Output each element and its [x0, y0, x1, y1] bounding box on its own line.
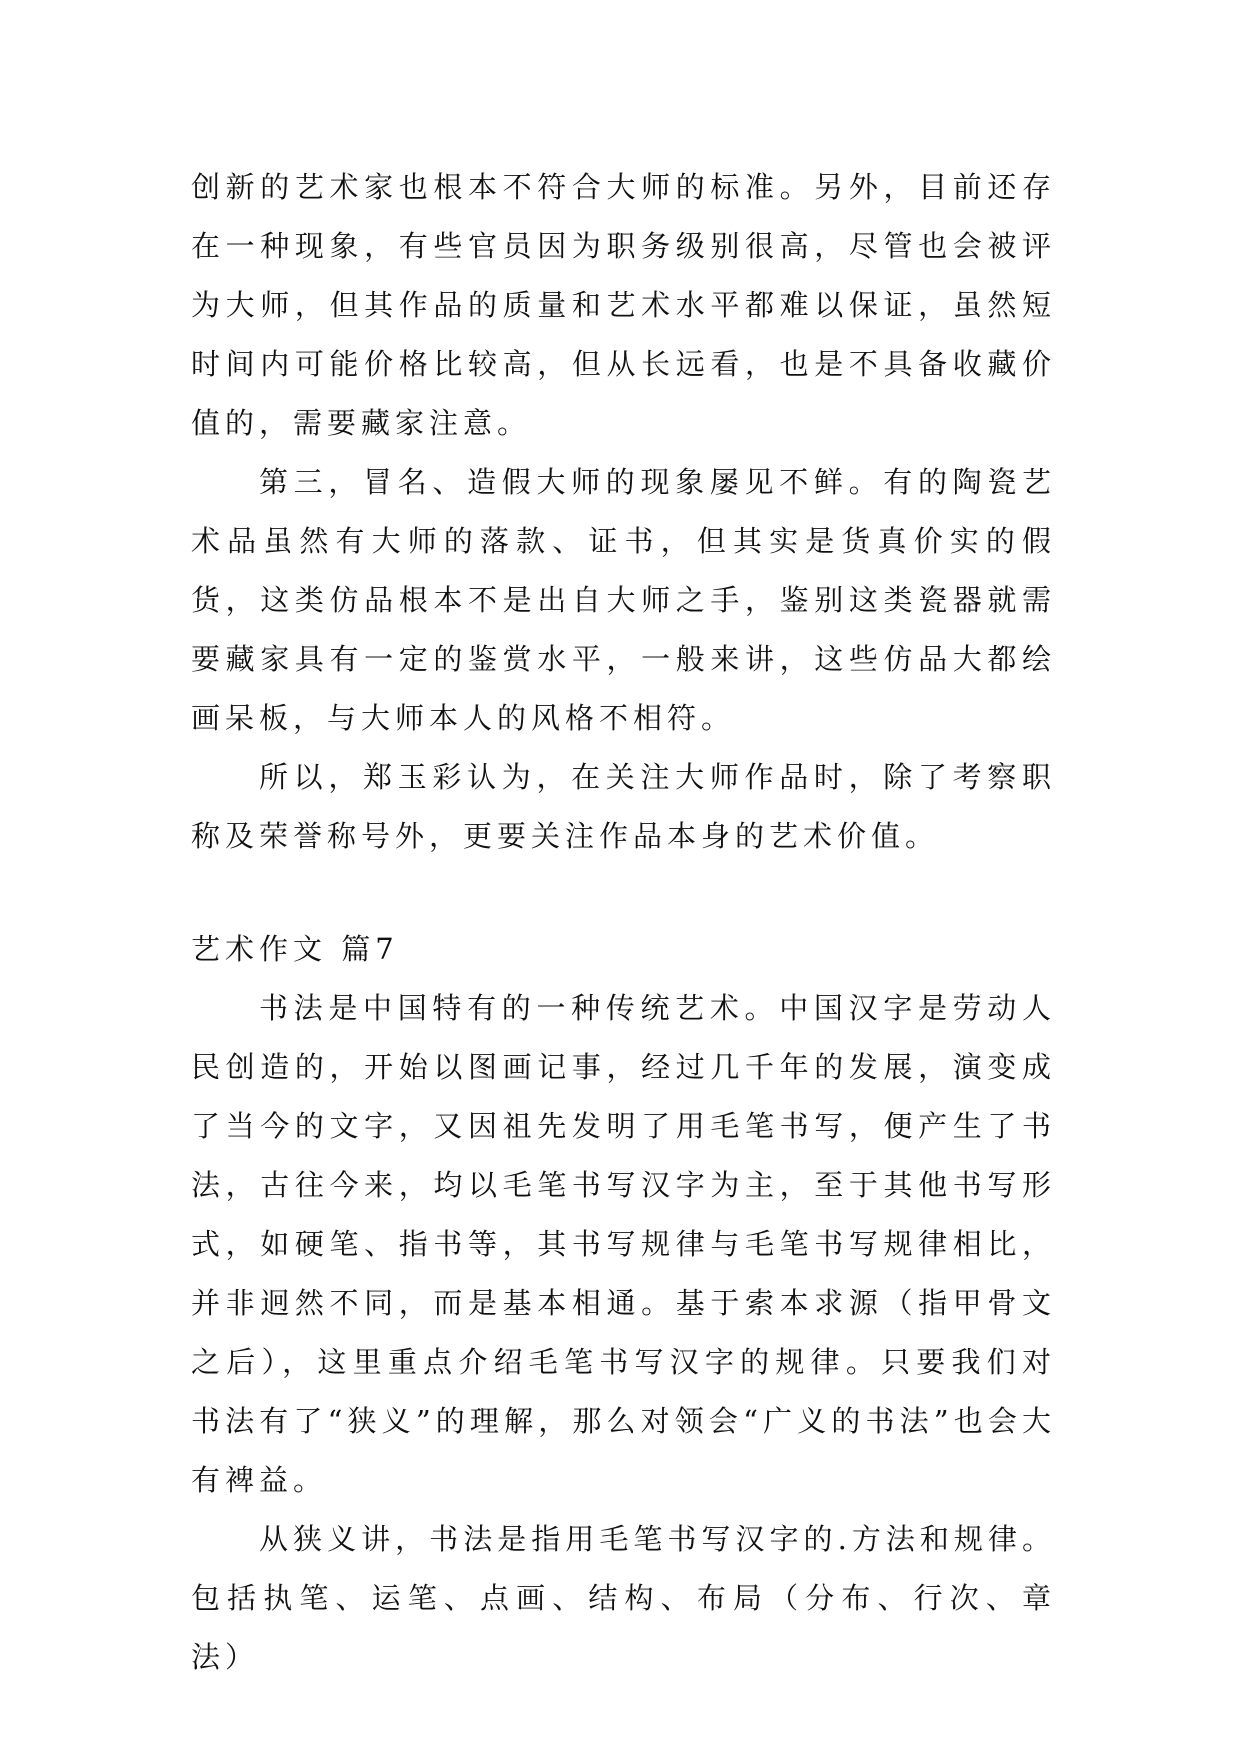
paragraph-conclusion: 所以，郑玉彩认为，在关注大师作品时，除了考察职称及荣誉称号外，更要关注作品本身的艺术价值。: [191, 760, 1056, 853]
paragraph-calligraphy-intro: 书法是中国特有的一种传统艺术。中国汉字是劳动人民创造的，开始以图画记事，经过几千年的发展，演变成了当今的文字，又因祖先发明了用毛笔书写，便产生了书法，古往今来，均以毛笔书写汉字为主，至于其他书写形式，如硬笔、指书等，其书写规律与毛笔书写规律相比，并非迥然不同，而是基本相通。基于索本求源（指甲骨文之后），这里重点介绍毛笔书写汉字的规律。只要我们对书法有了“狭义”的理解，那么对领会“广义的书法”也会大有裨益。: [191, 991, 1056, 1497]
paragraph-continuation: 创新的艺术家也根本不符合大师的标准。另外，目前还存在一种现象，有些官员因为职务级别很高，尽管也会被评为大师，但其作品的质量和艺术水平都难以保证，虽然短时间内可能价格比较高，但从长远看，也是不具备收藏价值的，需要藏家注意。: [191, 170, 1056, 440]
paragraph-calligraphy-narrow: 从狭义讲，书法是指用毛笔书写汉字的.方法和规律。包括执笔、运笔、点画、结构、布局（分布、行次、章法）: [191, 1522, 1056, 1674]
section-heading: 艺术作文 篇7: [191, 932, 399, 966]
paragraph-third-point: 第三，冒名、造假大师的现象屡见不鲜。有的陶瓷艺术品虽然有大师的落款、证书，但其实是货真价实的假货，这类仿品根本不是出自大师之手，鉴别这类瓷器就需要藏家具有一定的鉴赏水平，一般来讲，这些仿品大都绘画呆板，与大师本人的风格不相符。: [191, 465, 1056, 735]
text-block-bottom: [191, 920, 1056, 1687]
text-block-top: [191, 158, 1056, 866]
